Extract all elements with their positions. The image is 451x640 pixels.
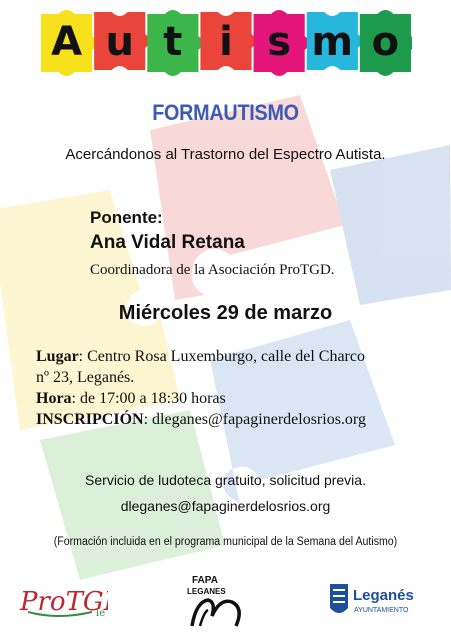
place-label: Lugar xyxy=(36,348,79,365)
signup-label: INSCRIPCIÓN xyxy=(36,411,144,428)
page-subtitle: Acercándonos al Trastorno del Espectro Autista. xyxy=(65,146,386,163)
childcare-service: Servicio de ludoteca gratuito, solicitud previa. xyxy=(85,472,366,488)
bg-puzzle-green xyxy=(40,410,225,580)
signup-line xyxy=(36,409,436,430)
autismo-letters xyxy=(40,10,412,74)
protgd-logo xyxy=(18,572,108,622)
time-line xyxy=(36,388,436,409)
letter-a: A xyxy=(51,19,83,65)
letter-o: o xyxy=(371,19,400,65)
speaker-name: Ana Vidal Retana xyxy=(90,232,245,253)
letter-u: u xyxy=(105,19,134,65)
letter-m: m xyxy=(311,19,354,65)
speaker-role: Coordinadora de la Asociación ProTGD. xyxy=(90,262,335,278)
bg-puzzle-blue2 xyxy=(330,145,451,305)
time-label: Hora xyxy=(36,390,72,407)
letter-i: i xyxy=(219,19,233,65)
letter-s: s xyxy=(267,19,292,65)
fapa-logo xyxy=(186,572,252,630)
signup-value: : dleganes@fapaginerdelosrios.org xyxy=(143,411,366,428)
place-line-1 xyxy=(36,346,436,367)
leganes-name: Leganés xyxy=(353,587,414,604)
place-line-2: nº 23, Leganés. xyxy=(36,369,135,386)
letter-t: t xyxy=(163,19,183,65)
fapa-text: FAPA xyxy=(192,575,218,586)
time-value: : de 17:00 a 18:30 horas xyxy=(71,390,226,407)
leganes-logo xyxy=(326,578,438,622)
svg-text:ProTGD: ProTG xyxy=(20,587,104,617)
program-note: (Formación incluida en el programa municipal de la Semana del Autismo) xyxy=(53,536,398,548)
fapa-leganes-text: LEGANES xyxy=(187,587,226,596)
event-date: Miércoles 29 de marzo xyxy=(118,302,333,324)
place-value: : Centro Rosa Luxemburgo, calle del Charco xyxy=(78,348,365,365)
event-details xyxy=(36,346,436,430)
speaker-label: Ponente: xyxy=(90,208,163,227)
leganes-sub: AYUNTAMIENTO xyxy=(354,607,409,614)
svg-text:le: le xyxy=(96,608,106,619)
page-title: FORMAUTISMO xyxy=(152,100,299,125)
service-email: dleganes@fapaginerdelosrios.org xyxy=(120,498,331,514)
